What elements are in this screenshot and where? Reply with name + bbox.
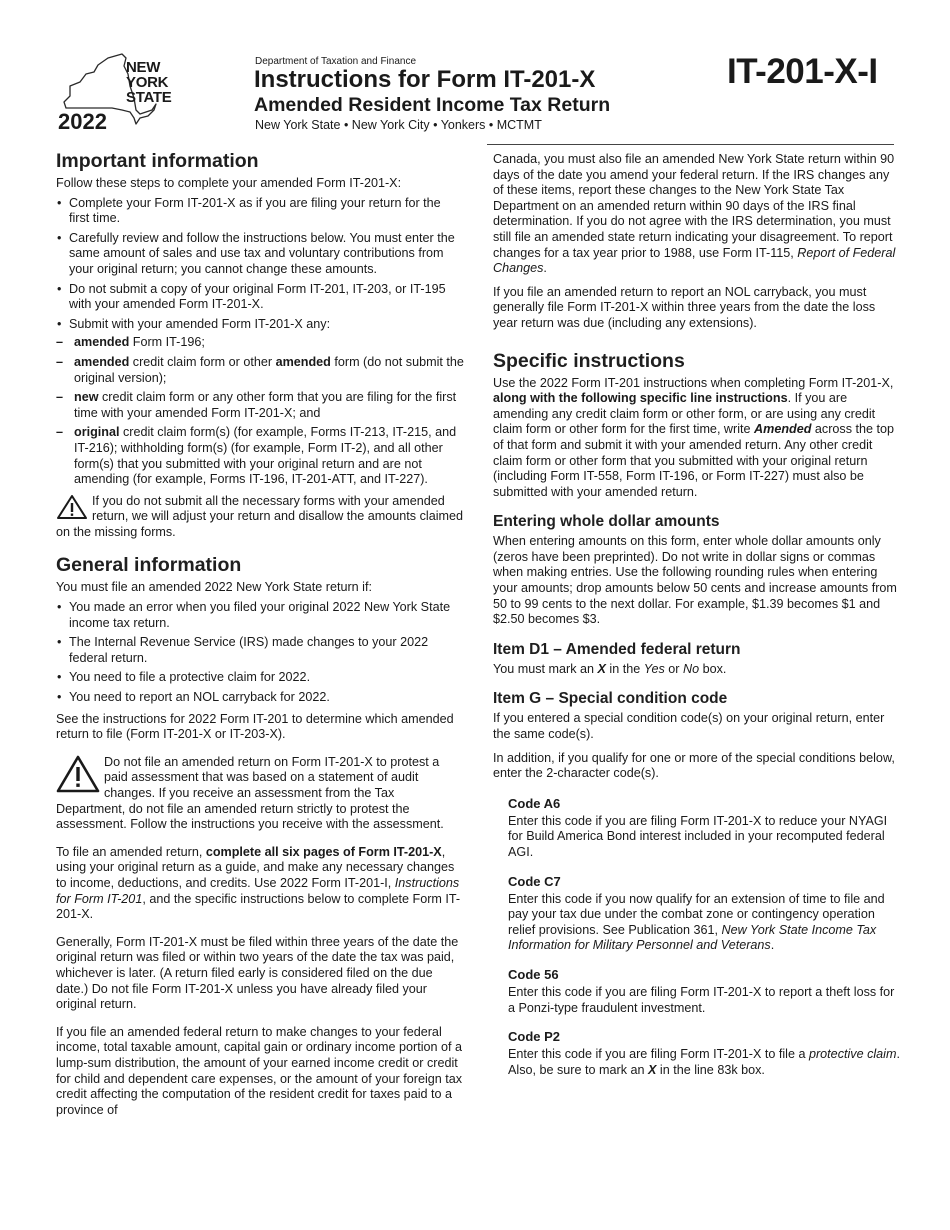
list-item: • Submit with your amended Form IT-201-X any: – amended Form IT-196; – amended credit claim form or other amended form (do not submit the original version); – new credit claim form or any other form that you are filing for the first time with your amended Form IT-201-X; and – original credit claim form(s) (for example, Forms IT-213, IT-215, and IT-216); withholding form(s) (for example, Form IT-2), and all other form(s) that you submitted with your original return and are not amending (for example, Forms IT-196, IT-201-ATT, and IT-227).	[56, 317, 464, 488]
see-instructions-paragraph: See the instructions for 2022 Form IT-201 to determine which amended return to file (Form IT-201-X or IT-203-X).	[56, 711, 454, 742]
code-c7-heading: Code C7	[508, 873, 561, 889]
nol-paragraph: If you file an amended return to report an NOL carryback, you must generally file Form IT-201-X within three years from the date the loss year return was due (including any extensions).	[493, 284, 876, 330]
form-code: IT-201-X-I	[727, 52, 878, 91]
general-warning: Do not file an amended return on Form IT-201-X to protest a paid assessment that was based on a statement of audit changes. If you receive an assessment from the Tax Department, do not file an amended return strictly to protest the assessment. Follow the instructions you receive with the assessment.	[56, 754, 444, 832]
list-item: • Carefully review and follow the instructions below. You must enter the same amount of sales and use tax and voluntary contributions from your original return; you cannot change these amounts.	[56, 231, 464, 278]
warning-icon	[56, 755, 100, 793]
list-item: • Complete your Form IT-201-X as if you are filing your return for the first time.	[56, 196, 464, 227]
code-56-heading: Code 56	[508, 966, 559, 982]
general-list	[56, 600, 464, 706]
specific-heading: Specific instructions	[493, 349, 685, 372]
item-g-text-2: In addition, if you qualify for one or more of the special conditions below, enter the 2-character code(s).	[493, 750, 895, 781]
important-warning: If you do not submit all the necessary forms with your amended return, we will adjust your return and disallow the amounts claimed on the missing forms.	[56, 493, 463, 539]
code-56-text: Enter this code if you are filing Form IT-201-X to report a theft loss for a Ponzi-type fraudulent investment.	[508, 984, 895, 1015]
department-name: Department of Taxation and Finance	[255, 56, 417, 67]
list-item: • You need to report an NOL carryback for 2022.	[56, 690, 464, 706]
logo-line-york: YORK	[126, 74, 169, 91]
item-g-text-1: If you entered a special condition code(s) on your original return, enter the same code(s).	[493, 711, 885, 742]
page-subtitle: Amended Resident Income Tax Return	[254, 94, 611, 116]
list-item: • The Internal Revenue Service (IRS) made changes to your 2022 federal return.	[56, 635, 464, 666]
right-column	[493, 152, 903, 1091]
code-a6-text: Enter this code if you are filing Form IT-201-X to reduce your NYAGI for Build America Bond interest included in your recomputed federal AGI.	[508, 813, 888, 859]
code-c7-text: Enter this code if you now qualify for an extension of time to file and pay your tax due under the combat zone or contingency operation relief provisions. See Publication 361, New York State Income Tax Information for Military Personnel and Veterans.	[508, 891, 885, 953]
code-p2-heading: Code P2	[508, 1029, 561, 1045]
important-heading: Important information	[56, 150, 259, 172]
submit-with-list	[56, 335, 464, 487]
page-title: Instructions for Form IT-201-X	[254, 66, 596, 93]
code-p2-text: Enter this code if you are filing Form IT-201-X to file a protective claim. Also, be sure to mark an X in the line 83k box.	[508, 1047, 900, 1077]
federal-changes-paragraph-continued: Canada, you must also file an amended New York State return within 90 days of the date you amend your federal return. If the IRS changes any of these items, report these changes to the New York State Tax Department on an amended return within 90 days of the IRS final determination. If you do not agree with the IRS determination, you must still file an amended state return indicating your disagreement. To report changes for a tax year prior to 1988, use Form IT-115, Report of Federal Changes.	[493, 152, 896, 276]
file-amended-paragraph: To file an amended return, complete all six pages of Form IT-201-X, using your original return as a guide, and make any necessary changes to income, deductions, and credits. Use 2022 Form IT-201-I, Instructions for Form IT-201, and the specific instructions below to complete Form IT-201-X.	[56, 844, 461, 922]
logo-line-new: NEW	[126, 59, 161, 76]
federal-changes-paragraph: If you file an amended federal return to make changes to your federal income, total taxable amount, capital gain or ordinary income portion of a lump-sum distribution, the amount of your earned income credit or credit for child and dependent care expenses, or the amount of your foreign tax credit affecting the computation of the resident credit for taxes paid to a province of	[56, 1024, 463, 1117]
header-rule	[487, 144, 894, 145]
warning-icon	[56, 494, 88, 520]
code-p2-block	[508, 1029, 903, 1078]
list-item: • You need to file a protective claim for 2022.	[56, 670, 464, 686]
list-item: – amended credit claim form or other amended form (do not submit the original version);	[56, 355, 464, 386]
item-g-heading: Item G – Special condition code	[493, 690, 728, 708]
tax-year: 2022	[58, 109, 107, 134]
important-intro: Follow these steps to complete your amended Form IT-201-X:	[56, 176, 402, 190]
left-column	[56, 150, 464, 1118]
code-56-block	[508, 967, 903, 1016]
jurisdictions: New York State • New York City • Yonkers • MCTMT	[255, 118, 542, 132]
logo-line-state: STATE	[126, 89, 172, 106]
specific-intro: Use the 2022 Form IT-201 instructions when completing Form IT-201-X, along with the following specific line instructions. If you are amending any credit claim form or other form, or are using any credit claim form or other form for the first time, write Amended across the top of that form and submit it with your amended return. Any other credit claim form or other form that you submitted with your original return (including Form IT-558, Form IT-196, or Form IT-227) must also be submitted with your amended return.	[493, 375, 895, 499]
list-item: – amended Form IT-196;	[56, 335, 464, 351]
code-c7-block	[508, 874, 903, 954]
list-item: • You made an error when you filed your original 2022 New York State income tax return.	[56, 600, 464, 631]
item-d1-heading: Item D1 – Amended federal return	[493, 640, 741, 658]
whole-dollar-text: When entering amounts on this form, enter whole dollar amounts only (zeros have been preprinted). Do not write in dollar signs or commas when making entries. Use the following rounding rules when entering your amounts; drop amounts below 50 cents and increase amounts from 50 to 99 cents to the next dollar. For example, $1.39 becomes $1 and $2.50 becomes $3.	[493, 534, 897, 627]
whole-dollar-heading: Entering whole dollar amounts	[493, 513, 720, 531]
general-heading: General information	[56, 554, 242, 577]
nys-logo	[56, 52, 181, 134]
list-item: – new credit claim form or any other form that you are filing for the first time with your amended Form IT-201-X; and	[56, 390, 464, 421]
code-a6-block	[508, 796, 903, 861]
list-item: – original credit claim form(s) (for example, Forms IT-213, IT-215, and IT-216); withholding form(s) (for example, Form IT-2), and all other form(s) that you submitted with your original return and are not amending (for example, Forms IT-196, IT-201-ATT, and IT-227).	[56, 425, 464, 487]
list-item: • Do not submit a copy of your original Form IT-201, IT-203, or IT-195 with your amended Form IT-201-X.	[56, 282, 464, 313]
filing-deadline-paragraph: Generally, Form IT-201-X must be filed within three years of the date the original return was filed or within two years of the date the tax was paid, whichever is later. (A return filed early is considered filed on the due date.) Do not file Form IT-201-X unless you have already filed your original return.	[56, 934, 459, 1012]
code-a6-heading: Code A6	[508, 795, 561, 811]
item-d1-text: You must mark an X in the Yes or No box.	[493, 661, 727, 676]
important-list	[56, 196, 464, 488]
general-intro: You must file an amended 2022 New York State return if:	[56, 580, 372, 595]
